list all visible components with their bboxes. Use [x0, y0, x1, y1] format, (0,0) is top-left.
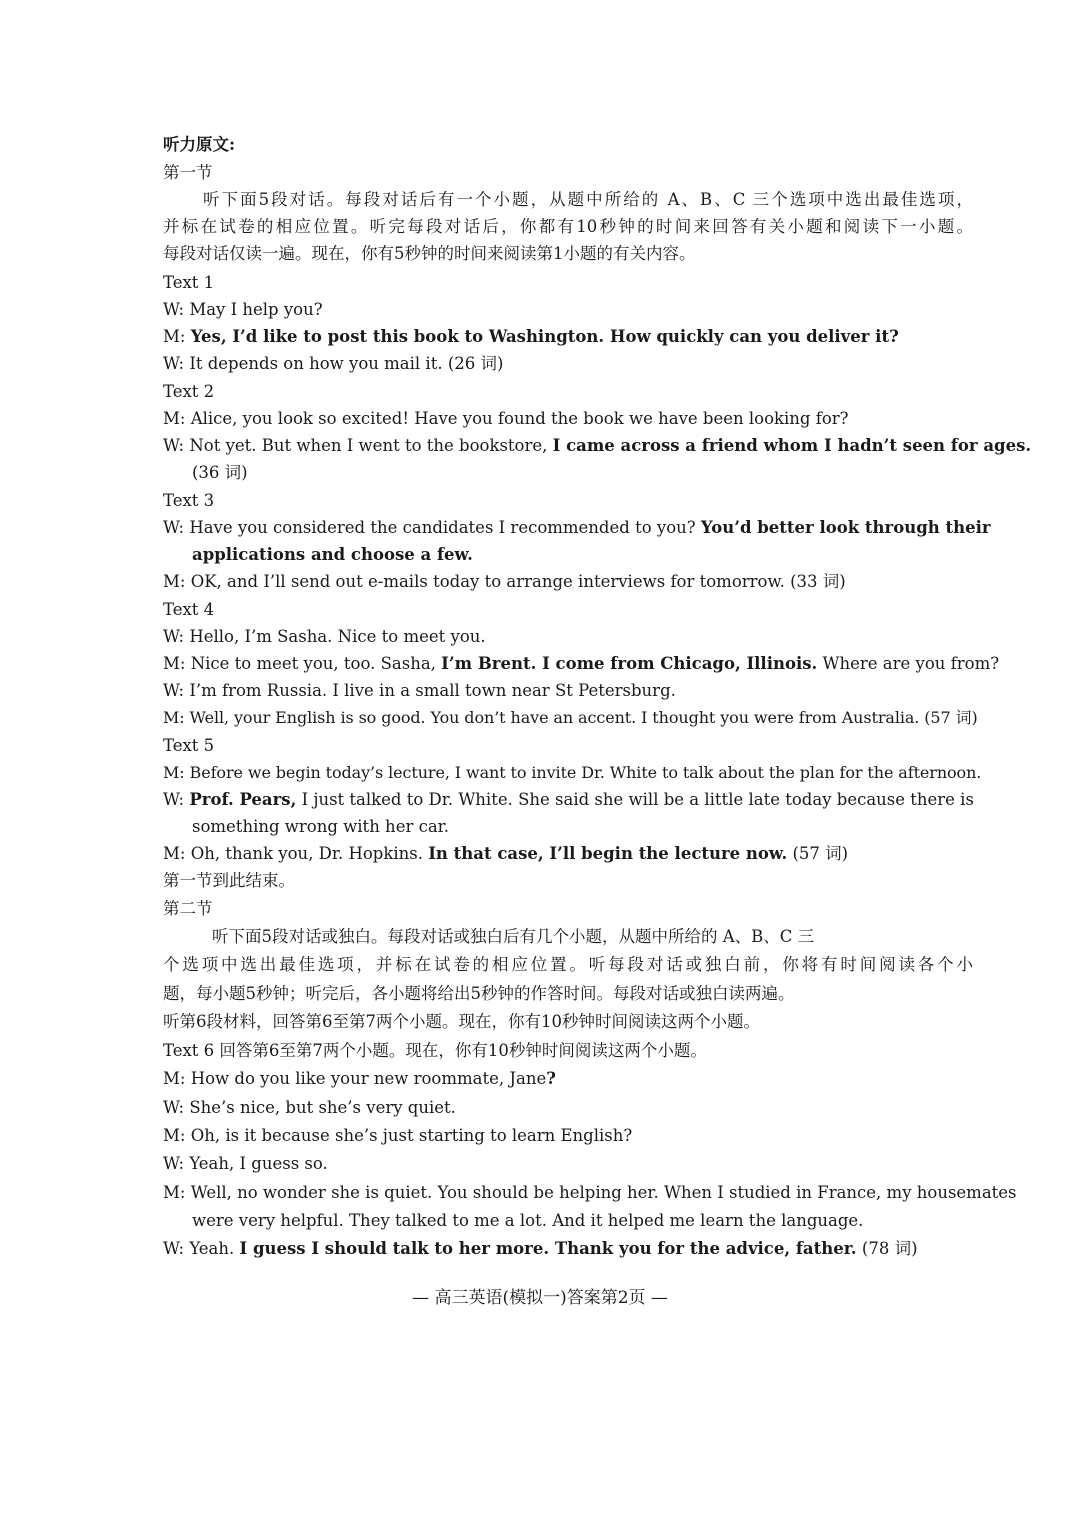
text6-line7	[163, 1238, 973, 1260]
text4-line3: W: I’m from Russia. I live in a small town near St Petersburg.	[163, 681, 676, 700]
text4-line2	[163, 653, 1000, 675]
text2-line2	[163, 435, 1032, 457]
section2-intro-line4: 听第6段材料，回答第6至第7两个小题。现在，你有10秒钟时间阅读这两个小题。	[163, 1012, 760, 1031]
speaker: M:	[163, 327, 191, 346]
text6-line1	[163, 1068, 973, 1090]
speaker: W:	[163, 790, 190, 809]
section1-end: 第一节到此结束。	[163, 871, 295, 890]
answer-highlight: I guess I should talk to her more. Thank you for the advice, father.	[239, 1239, 857, 1258]
text1-line2	[163, 326, 973, 348]
answer-highlight: You’d better look through their	[700, 518, 991, 537]
dialog-text: M: How do you like your new roommate, Jane	[163, 1069, 547, 1088]
text1-line3: W: It depends on how you mail it. (26 词)	[163, 354, 504, 373]
answer-highlight: I came across a friend whom I hadn’t seen for ages.	[552, 436, 1032, 455]
text4-line4: M: Well, your English is so good. You don’t have an accent. I thought you were from Australia. (57 词)	[163, 708, 978, 727]
question-mark: ?	[546, 1069, 556, 1088]
text5-label: Text 5	[163, 736, 215, 755]
text6-label: Text 6 回答第6至第7两个小题。现在，你有10秒钟时间阅读这两个小题。	[163, 1041, 707, 1060]
section1-heading: 第一节	[163, 163, 213, 182]
dialog-text: (78 词)	[856, 1239, 918, 1258]
text1-label: Text 1	[163, 273, 215, 292]
text5-line1: M: Before we begin today’s lecture, I want to invite Dr. White to talk about the plan for the afternoon.	[163, 763, 982, 782]
page-footer: — 高三英语(模拟一)答案第2页 —	[412, 1288, 668, 1308]
section2-intro-line2: 个选项中选出最佳选项，并标在试卷的相应位置。听每段对话或独白前，你将有时间阅读各个小	[163, 955, 973, 974]
text5-line4	[163, 843, 973, 865]
text3-line1	[163, 517, 991, 539]
answer-highlight: In that case, I’ll begin the lecture now.	[428, 844, 788, 863]
text2-label: Text 2	[163, 382, 215, 401]
answer-highlight: Yes, I’d like to post this book to Washington. How quickly can you deliver it?	[190, 327, 899, 346]
dialog-text: W: Yeah.	[163, 1239, 240, 1258]
section1-intro-line3: 每段对话仅读一遍。现在，你有5秒钟的时间来阅读第1小题的有关内容。	[163, 244, 696, 263]
text6-line6: were very helpful. They talked to me a lot. And it helped me learn the language.	[192, 1211, 864, 1230]
section1-intro-line1: 听下面5段对话。每段对话后有一个小题，从题中所给的 A、B、C 三个选项中选出最佳选项，	[203, 190, 973, 209]
page-title: 听力原文:	[163, 135, 236, 154]
dialog-text: W: Have you considered the candidates I recommended to you?	[163, 518, 701, 537]
text6-line3: M: Oh, is it because she’s just starting to learn English?	[163, 1126, 633, 1145]
text2-line1: M: Alice, you look so excited! Have you found the book we have been looking for?	[163, 409, 849, 428]
text5-line2	[163, 789, 973, 811]
text5-line3: something wrong with her car.	[192, 817, 449, 836]
text3-line3: M: OK, and I’ll send out e-mails today to arrange interviews for tomorrow. (33 词)	[163, 572, 846, 591]
answer-highlight: Prof. Pears,	[189, 790, 297, 809]
dialog-text: W: Not yet. But when I went to the bookstore,	[163, 436, 553, 455]
text6-line2: W: She’s nice, but she’s very quiet.	[163, 1098, 456, 1117]
text4-line1: W: Hello, I’m Sasha. Nice to meet you.	[163, 627, 486, 646]
section2-intro-line1: 听下面5段对话或独白。每段对话或独白后有几个小题，从题中所给的 A、B、C 三	[212, 927, 815, 946]
dialog-text: (57 词)	[787, 844, 849, 863]
section1-intro-line2: 并标在试卷的相应位置。听完每段对话后，你都有10秒钟的时间来回答有关小题和阅读下一小题。	[163, 217, 973, 236]
text4-label: Text 4	[163, 600, 215, 619]
section2-intro-line3: 题，每小题5秒钟；听完后，各小题将给出5秒钟的作答时间。每段对话或独白读两遍。	[163, 984, 795, 1003]
text3-line2: applications and choose a few.	[192, 545, 473, 564]
text6-line4: W: Yeah, I guess so.	[163, 1154, 328, 1173]
text3-label: Text 3	[163, 491, 215, 510]
dialog-text: M: Nice to meet you, too. Sasha,	[163, 654, 442, 673]
text2-line3: (36 词)	[192, 463, 248, 482]
dialog-text: I just talked to Dr. White. She said she will be a little late today because there is	[296, 790, 974, 809]
dialog-text: Where are you from?	[817, 654, 1000, 673]
section2-heading: 第二节	[163, 899, 213, 918]
text1-line1: W: May I help you?	[163, 300, 323, 319]
dialog-text: M: Oh, thank you, Dr. Hopkins.	[163, 844, 429, 863]
answer-highlight: I’m Brent. I come from Chicago, Illinois.	[441, 654, 818, 673]
text6-line5: M: Well, no wonder she is quiet. You should be helping her. When I studied in France, my housemates	[163, 1183, 1017, 1202]
